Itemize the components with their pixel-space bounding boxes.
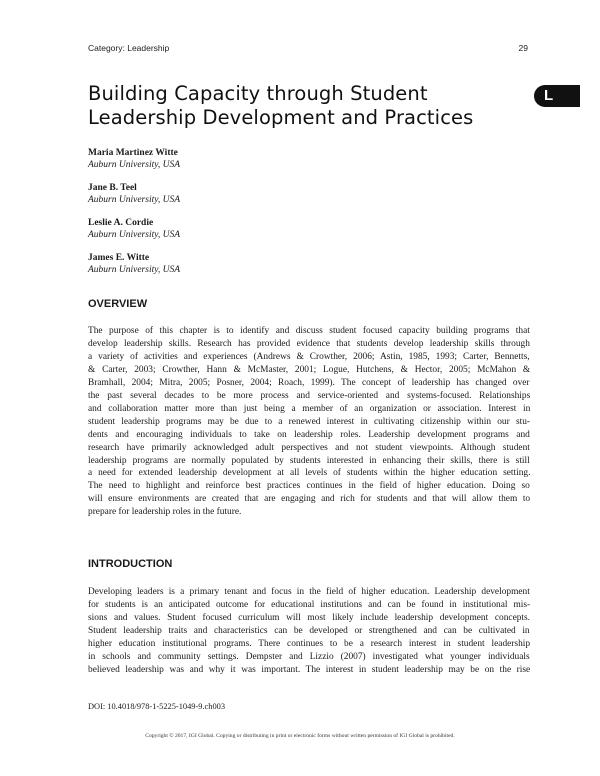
- text-line: higher education institutional programs. There continues to be a research interest in student leadership: [88, 638, 531, 649]
- text-line: research have primarily acknowledged adult perspectives and not student viewpoints. Although student: [88, 442, 530, 453]
- text-line: Bramhall, 2004; Mitra, 2005; Posner, 2004; Roach, 1999). The concept of leadership has changed over: [88, 377, 530, 388]
- chapter-title: [88, 82, 518, 130]
- section-letter-tab: L: [534, 85, 580, 107]
- doi-line: DOI: 10.4018/978-1-5225-1049-9.ch003: [88, 702, 226, 711]
- author-block: [88, 252, 180, 276]
- author-affiliation: Auburn University, USA: [88, 195, 181, 205]
- author-affiliation: Auburn University, USA: [88, 230, 181, 240]
- text-line: develop leadership skills. Research has provided evidence that students develop leadership skills through: [88, 338, 530, 349]
- text-line: leadership programs are normally populated by students interested in enhancing their skills, there is still: [88, 455, 530, 466]
- text-line: student leadership programs may be due to a renewed interest in cultivating citizenship within our stu-: [88, 416, 531, 427]
- text-line: for students is an anticipated outcome for educational institutions and can be found in institutional mis-: [88, 599, 531, 610]
- text-line: a need for extended leadership development at all levels of students within the higher education setting.: [88, 468, 531, 479]
- author-name: James E. Witte: [88, 253, 150, 263]
- text-line: the past several decades to be more process and service-oriented and systems-focused. Relationships: [88, 390, 531, 401]
- copyright-notice: Copyright © 2017, IGI Global. Copying or distributing in print or electronic forms without written permission of IGI Global is prohibited.: [145, 733, 455, 739]
- text-line: & Carter, 2003; Crowther, Hann & McMaster, 2001; Logue, Hutchens, & Hector, 2005; McMahon &: [88, 364, 531, 375]
- text-line: Developing leaders is a primary tenant and focus in the field of higher education. Leadership development: [88, 587, 530, 597]
- text-line: and collaboration matter more than just being a member of an organization or association. Interest in: [88, 403, 531, 414]
- author-block: [88, 147, 180, 171]
- running-header-category: Category: Leadership: [88, 43, 170, 53]
- title-line: Building Capacity through Student: [88, 82, 428, 105]
- author-affiliation: Auburn University, USA: [88, 265, 181, 275]
- text-line: sions and values. Student focused curriculum will most likely include leadership development concepts.: [88, 612, 531, 623]
- overview-heading: OVERVIEW: [88, 298, 148, 310]
- text-line: The need to highlight and reinforce best practices continues in the field of higher education. Doing so: [88, 481, 530, 492]
- text-line: Student leadership traits and characteristics can be developed or strengthened and can be cultivated in: [88, 625, 530, 636]
- introduction-heading: INTRODUCTION: [88, 558, 173, 570]
- author-name: Leslie A. Cordie: [88, 218, 154, 228]
- introduction-paragraph: [88, 586, 530, 677]
- text-line: believed leadership was and why it was important. The interest in student leadership may be on the rise: [88, 664, 531, 675]
- title-line: Leadership Development and Practices: [88, 106, 474, 129]
- overview-paragraph: [88, 325, 530, 519]
- author-block: [88, 182, 180, 206]
- author-block: [88, 217, 180, 241]
- author-name: Maria Martinez Witte: [88, 148, 178, 158]
- author-name: Jane B. Teel: [88, 183, 137, 193]
- text-line: The purpose of this chapter is to identify and discuss student focused capacity building programs that: [88, 326, 530, 336]
- author-affiliation: Auburn University, USA: [88, 160, 181, 170]
- text-line: dents and encouraging individuals to take on leadership roles. Leadership development programs and: [88, 429, 530, 440]
- text-line: prepare for leadership roles in the future.: [88, 507, 242, 518]
- text-line: a variety of activities and experiences (Andrews & Crowther, 2006; Astin, 1985, 1993; Carter, Bennetts,: [88, 351, 530, 362]
- text-line: in schools and community settings. Dempster and Lizzio (2007) investigated what younger individuals: [88, 651, 530, 662]
- text-line: will ensure environments are created that are engaging and rich for students and that will allow them to: [88, 494, 531, 505]
- page-number: 29: [518, 43, 528, 53]
